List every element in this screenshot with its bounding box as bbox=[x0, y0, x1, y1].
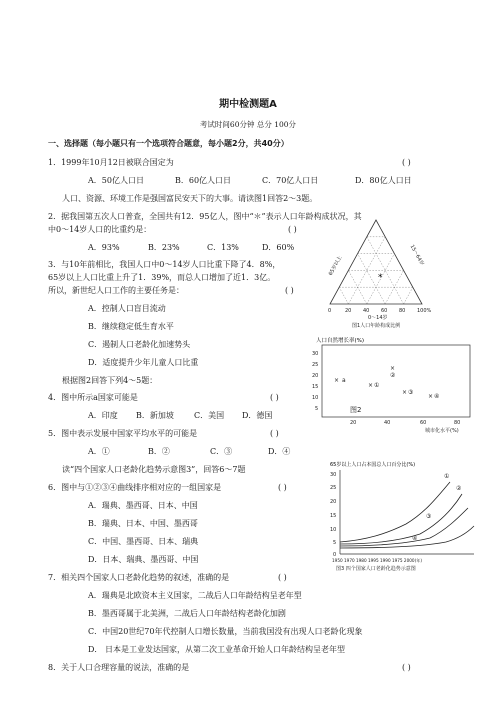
fig2-ytick-20: 20 bbox=[312, 373, 319, 379]
q8-stem: 8．关于人口合理容量的说法，准确的是 bbox=[48, 663, 190, 672]
q5-option-d: D．④ bbox=[268, 447, 291, 456]
curve-4-label: ④ bbox=[412, 535, 418, 542]
q7-option-a: A．瑞典是北欧资本主义国家，二战后人口年龄结构呈老年型 bbox=[88, 591, 302, 600]
fig1-tick-20: 20 bbox=[345, 308, 352, 314]
q2-option-d: D．60% bbox=[262, 243, 295, 252]
intro-q2-3: 人口、资源、环境工作是强国富民安天下的大事。请读图1回答2～3题。 bbox=[62, 194, 318, 203]
q4-stem: 4．图中所示a国家可能是 bbox=[48, 393, 138, 402]
q5-stem: 5．图中表示发展中国家平均水平的可能是 bbox=[48, 429, 198, 438]
q2-option-c: C．13% bbox=[207, 243, 239, 252]
curve-3-label: ③ bbox=[426, 513, 432, 520]
fig3-title: 65岁以上人口占本国总人口百分比(%) bbox=[330, 462, 416, 468]
q3-option-c: C．遏制人口老龄化加速势头 bbox=[88, 340, 191, 349]
population-structure-marker: * bbox=[378, 273, 383, 283]
fig1-axis-left: 65岁以上 bbox=[327, 255, 344, 277]
fig3-ytick-25: 25 bbox=[330, 485, 337, 491]
fig2-xtick-40: 40 bbox=[384, 420, 391, 426]
q6-option-c: C．中国、墨西哥、日本、瑞典 bbox=[88, 537, 199, 546]
page-title: 期中检测题A bbox=[219, 99, 277, 110]
fig1-axis-bottom: 0～14岁 bbox=[368, 315, 388, 321]
q1-option-a: A．50亿人口日 bbox=[88, 176, 144, 185]
section-heading: 一、选择题（每小题只有一个选项符合题意，每小题2分，共40分） bbox=[48, 139, 289, 148]
q7-stem: 7．相关四个国家人口老龄化趋势的叙述，准确的是 bbox=[48, 573, 230, 582]
q6-option-b: B．瑞典、日本、中国、墨西哥 bbox=[88, 519, 198, 528]
q2-line1: 2．据我国第五次人口普查，全国共有12．95亿人，图中“＊”表示人口年龄构成状况，其 bbox=[48, 212, 362, 221]
fig1-axis-right: 15～64岁 bbox=[408, 243, 425, 267]
exam-info: 考试时间60分钟 总分 100分 bbox=[199, 120, 297, 129]
q3-option-d: D．适度提升少年儿童人口比重 bbox=[88, 358, 199, 367]
fig1-tick-0: 0 bbox=[328, 308, 332, 314]
curve-3 bbox=[340, 508, 468, 546]
ternary-outline bbox=[330, 220, 422, 304]
fig3-ytick-20: 20 bbox=[330, 499, 337, 505]
q3-bracket: ( ) bbox=[285, 286, 294, 295]
fig3-ytick-0: 0 bbox=[333, 552, 337, 558]
intro-q4-5: 根据图2回答下列4～5题： bbox=[62, 376, 158, 385]
fig3-ytick-5: 5 bbox=[333, 540, 337, 546]
curve-2 bbox=[340, 494, 462, 544]
q7-option-b: B．墨西哥属于北美洲，二战后人口年龄结构老龄化加剧 bbox=[88, 609, 286, 618]
point-2-mark: × bbox=[390, 365, 396, 372]
fig2-ytick-15: 15 bbox=[312, 384, 319, 390]
q4-option-a: A．印度 bbox=[88, 411, 118, 420]
fig2-xtick-60: 60 bbox=[420, 420, 427, 426]
q3-line1: 3．与10年前相比，我国人口中0～14岁人口比重下降了4．8%， bbox=[48, 260, 281, 269]
q5-option-b: B．② bbox=[148, 447, 170, 456]
fig3-ytick-10: 10 bbox=[330, 527, 337, 533]
q2-line2: 中0～14岁人口的比重约是： bbox=[48, 225, 152, 234]
fig2-xlabel: 城市化水平(%) bbox=[425, 428, 459, 434]
point-3-mark: × bbox=[402, 389, 408, 396]
point-1-mark: × bbox=[368, 382, 374, 389]
fig3-caption: 图3 四个国家人口老龄化趋势示意图 bbox=[336, 566, 416, 572]
q6-option-d: D．日本、瑞典、墨西哥、中国 bbox=[88, 555, 199, 564]
q4-option-c: C．美国 bbox=[194, 411, 225, 420]
fig2-ytick-10: 10 bbox=[312, 395, 319, 401]
curve-2-label: ② bbox=[456, 485, 462, 492]
q7-bracket: ( ) bbox=[278, 573, 287, 582]
point-1-label: ① bbox=[374, 382, 380, 389]
curve-4 bbox=[340, 526, 474, 548]
fig1-tick-80: 80 bbox=[399, 308, 406, 314]
fig2-xtick-20: 20 bbox=[350, 420, 357, 426]
fig3-ytick-15: 15 bbox=[330, 513, 337, 519]
q7-option-c: C．中国20世纪70年代控制人口增长数量，当前我国没有出现人口老龄化现象 bbox=[88, 627, 363, 636]
q4-option-d: D．德国 bbox=[242, 411, 273, 420]
point-4-mark: × bbox=[428, 393, 434, 400]
point-a-mark: × bbox=[334, 377, 340, 384]
fig1-tick-100: 100% bbox=[417, 308, 432, 314]
fig1-tick-40: 40 bbox=[363, 308, 370, 314]
q1-option-d: D．80亿人口日 bbox=[355, 176, 412, 185]
fig2-ytick-5: 5 bbox=[315, 406, 319, 412]
q5-option-a: A．① bbox=[88, 447, 110, 456]
q2-bracket: ( ) bbox=[288, 225, 297, 234]
fig2-xtick-80: 80 bbox=[454, 420, 461, 426]
point-4-label: ④ bbox=[434, 393, 440, 400]
q4-option-b: B．新加坡 bbox=[136, 411, 174, 420]
q2-option-a: A．93% bbox=[88, 243, 120, 252]
ternary-grid bbox=[339, 237, 413, 304]
intro-q6-7: 读“四个国家人口老龄化趋势示意图3”，回答6～7题 bbox=[62, 465, 246, 474]
fig2-label: 图2 bbox=[350, 406, 362, 414]
figure-1-ternary bbox=[318, 214, 438, 330]
fig2-ylabel: 人口自然增长率(%) bbox=[316, 338, 365, 344]
q3-option-a: A．控制人口盲目流动 bbox=[88, 304, 166, 313]
q1-bracket: ( ) bbox=[402, 158, 411, 167]
q4-bracket: ( ) bbox=[270, 393, 279, 402]
fig1-caption: 图1人口年龄构成比例 bbox=[352, 323, 401, 329]
q5-option-c: C．③ bbox=[210, 447, 233, 456]
q3-line3: 所以，新世纪人口工作的主要任务是： bbox=[48, 286, 184, 295]
q1-option-b: B．60亿人口日 bbox=[175, 176, 232, 185]
q1-stem: 1．1999年10月12日被联合国定为 bbox=[48, 158, 174, 167]
fig2-ytick-30: 30 bbox=[312, 351, 319, 357]
q8-bracket: ( ) bbox=[402, 663, 411, 672]
q5-bracket: ( ) bbox=[270, 429, 279, 438]
fig1-tick-60: 60 bbox=[381, 308, 388, 314]
q7-option-d: D． 日本是工业发达国家，从第二次工业革命开始人口年龄结构呈老年型 bbox=[88, 645, 345, 654]
fig3-xticks: 1950 1970 1980 1995 1990 1975 2000(年) bbox=[332, 558, 423, 563]
q6-bracket: ( ) bbox=[278, 483, 287, 492]
q6-option-a: A．瑞典、墨西哥、日本、中国 bbox=[88, 501, 198, 510]
fig3-ytick-30: 30 bbox=[330, 472, 337, 478]
point-2-label: ② bbox=[390, 372, 396, 379]
curve-1 bbox=[340, 482, 450, 542]
q3-option-b: B．继续稳定低生育水平 bbox=[88, 322, 174, 331]
q3-line2: 65岁以上人口比重上升了1．39%，而总人口增加了近1．3亿。 bbox=[48, 273, 276, 282]
q2-option-b: B．23% bbox=[148, 243, 180, 252]
figure-2-scatter bbox=[310, 334, 486, 434]
point-3-label: ③ bbox=[408, 389, 414, 396]
figure-3-aging-trend bbox=[326, 458, 486, 576]
curve-1-label: ① bbox=[444, 473, 450, 480]
point-a-label: a bbox=[342, 377, 346, 384]
fig2-ytick-25: 25 bbox=[312, 362, 319, 368]
q6-stem: 6．图中与①②③④曲线排序相对应的一组国家是 bbox=[48, 483, 222, 492]
q1-option-c: C．70亿人口日 bbox=[262, 176, 319, 185]
